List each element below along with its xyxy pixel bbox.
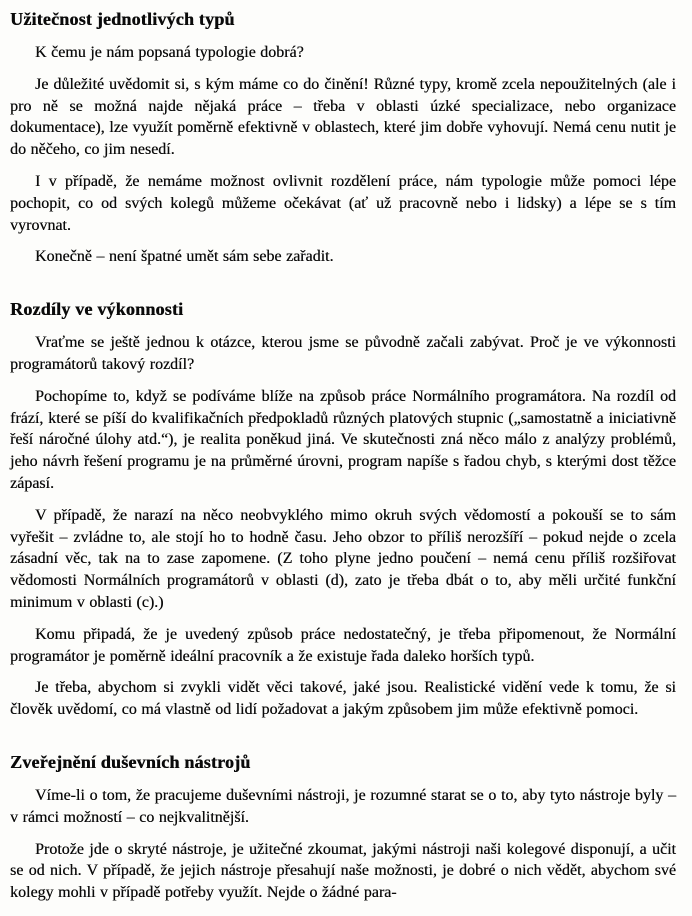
paragraph: Vraťme se ještě jednou k otázce, kterou jsme se původně začali zabývat. Proč je ve výkonnosti programátorů takový rozdíl? — [10, 334, 676, 373]
section-performance-differences — [10, 298, 676, 721]
paragraph: V případě, že narazí na něco neobvyklého mimo okruh svých vědomostí a pokouší se to sám vyřešit – zvládne to, ale stojí ho to hodně času. Jeho obzor to příliš nerozšíří – pokud nejde o zcela zásadní věc, tak na to zase zapomene. (Z toho plyne jedno poučení – nemá cenu příliš rozšiřovat vědomosti Normálních programátorů v oblasti (d), zato je třeba dbát o to, aby měli určité funkční minimum v oblasti (c).) — [10, 506, 676, 611]
section-heading: Užitečnost jednotlivých typů — [10, 9, 235, 29]
section-publishing-mental-tools — [10, 751, 676, 904]
paragraph: Víme-li o tom, že pracujeme duševními nástroji, je rozumné starat se o to, aby tyto nástroje byly – v rámci možností – co nejkvalitnější. — [10, 786, 676, 826]
section-heading: Rozdíly ve výkonnosti — [10, 299, 184, 320]
paragraph: Komu připadá, že je uvedený způsob práce nedostatečný, je třeba připomenout, že Normální programátor je poměrně ideální pracovník a že existuje řada daleko horších typů. — [10, 625, 676, 665]
paragraph: I v případě, že nemáme možnost ovlivnit rozdělení práce, nám typologie může pomoci lépe pochopit, co od svých kolegů můžeme očekávat (ať už pracovně nebo i lidsky) a lépe se s tím vyrovnat. — [10, 172, 676, 234]
paragraph: Pochopíme to, když se podíváme blíže na způsob práce Normálního programátora. Na rozdíl od frází, které se píší do kvalifikačních předpokladů různých platových stupnic („samostatně a iniciativně řeší náročné úlohy atd.“), je realita poněkud jiná. Ve skutečnosti zná něco málo z analýzy problémů, jeho návrh řešení programu je na průměrné úrovni, program napíše s řadou chyb, s kterými dost těžce zápasí. — [10, 387, 676, 492]
section-heading: Zveřejnění duševních nástrojů — [10, 751, 251, 772]
paragraph: K čemu je nám popsaná typologie dobrá? — [35, 44, 304, 61]
paragraph: Protože jde o skryté nástroje, je užitečné zkoumat, jakými nástroji naši kolegové disponují, a učit se od nich. V případě, že jejich nástroje přesahují naše možnosti, je dobré o nich vědět, abychom své kolegy mohli v případě potřeby využít. Nejde o žádné para- — [10, 840, 676, 902]
paragraph: Konečně – není špatné umět sám sebe zařadit. — [35, 248, 334, 266]
paragraph: Je třeba, abychom si zvykli vidět věci takové, jaké jsou. Realistické vidění vede k tomu, že si člověk uvědomí, co má vlastně od lidí požadovat a jakým způsobem jim může efektivně pomoci. — [10, 679, 676, 719]
paragraph: Je důležité uvědomit si, s kým máme co do činění! Různé typy, kromě zcela nepoužitelných (ale i pro ně se možná najde nějaká práce – třeba v oblasti úzké specializace, nebo organizace dokumentace), lze využít poměrně efektivně v oblastech, které jim dobře vyhovují. Nemá cenu nutit je do něčeho, co jim nesedí. — [10, 75, 676, 159]
section-usefulness-of-types — [10, 8, 676, 268]
